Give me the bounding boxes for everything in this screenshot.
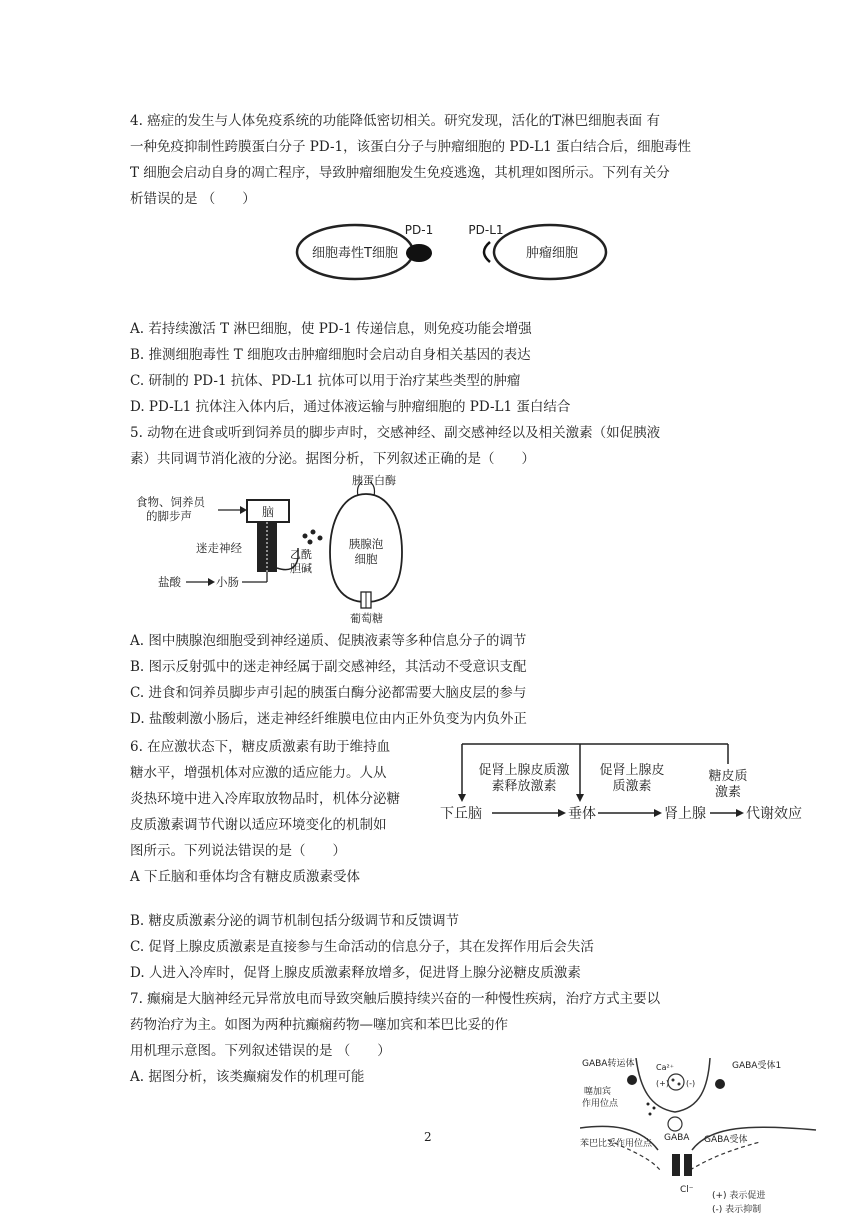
intestine-label: 小肠 [216, 575, 239, 589]
q6-option-a: A 下丘脑和垂体均含有糖皮质激素受体 [130, 869, 361, 885]
q4-option-c: C. 研制的 PD-1 抗体、PD-L1 抗体可以用于治疗某些类型的肿瘤 [130, 373, 521, 389]
q6-option-d: D. 人进入冷库时，促肾上腺皮质激素释放增多，促进肾上腺分泌糖皮质激素 [130, 965, 581, 981]
chloride-channel [684, 1154, 692, 1176]
enzyme-label: 胰蛋白酶 [352, 474, 396, 487]
cl-label: Cl⁻ [680, 1185, 694, 1195]
pd1-blob [406, 244, 432, 262]
q5-option-c: C. 进食和饲养员脚步声引起的胰蛋白酶分泌都需要大脑皮层的参与 [130, 685, 527, 701]
stimulus-label-1: 食物、饲养员 [136, 495, 205, 509]
brain-label: 脑 [261, 505, 275, 519]
hypothalamus-label: 下丘脑 [440, 806, 482, 822]
acid-label: 盐酸 [158, 575, 181, 589]
tiagabine-label-2: 作用位点 [582, 1099, 619, 1109]
page-number: 2 [424, 1130, 432, 1144]
q7-line-3: 用机理示意图。下列叙述错误的是 （ ） [130, 1043, 391, 1059]
q6-figure [436, 736, 814, 826]
pdl1-label: PD-L1 [468, 223, 504, 237]
plus-label: (+) [656, 1079, 669, 1088]
q6-option-c: C. 促肾上腺皮质激素是直接参与生命活动的信息分子，其在发挥作用后会失活 [130, 939, 594, 955]
acth-label-1: 促肾上腺皮 [599, 763, 665, 778]
pdl1-receptor [484, 242, 490, 262]
q7-figure [580, 1058, 820, 1216]
q4-option-b: B. 推测细胞毒性 T 细胞攻击肿瘤细胞时会启动自身相关基因的表达 [130, 347, 531, 363]
glucose-label: 葡萄糖 [350, 612, 383, 624]
ach-label-2: 胆碱 [290, 562, 312, 575]
q5-option-b: B. 图示反射弧中的迷走神经属于副交感神经，其活动不受意识支配 [130, 659, 527, 675]
q7-line-4: A. 据图分析，该类癫痫发作的机理可能 [130, 1069, 365, 1085]
crh-label-2: 素释放激素 [491, 779, 557, 794]
acinar-label-2: 细胞 [354, 552, 378, 566]
gaba-label: GABA [664, 1133, 690, 1143]
gc-label-2: 激素 [714, 785, 742, 800]
q4-line-3: T 细胞会启动自身的凋亡程序，导致肿瘤细胞发生免疫逃逸，其机理如图所示。下列有关分 [130, 165, 670, 181]
ach-label-1: 乙酰 [290, 548, 312, 561]
q6-line-3: 炎热环境中进入冷库取放物品时，机体分泌糖 [130, 791, 400, 807]
q6-line-4: 皮质激素调节代谢以适应环境变化的机制如 [130, 817, 387, 833]
q6-option-b: B. 糖皮质激素分泌的调节机制包括分级调节和反馈调节 [130, 913, 460, 929]
tiagabine-label-1: 噻加宾 [584, 1087, 612, 1097]
acinar-label-1: 胰腺泡 [348, 537, 384, 551]
q7-line-1: 7. 癫痫是大脑神经元异常放电而导致突触后膜持续兴奋的一种慢性疾病，治疗方式主要以 [130, 991, 661, 1007]
q4-option-a: A. 若持续激活 T 淋巴细胞，使 PD-1 传递信息，则免疫功能会增强 [130, 321, 532, 337]
q5-line-2: 素）共同调节消化液的分泌。据图分析，下列叙述正确的是（ ） [130, 451, 535, 467]
gaba-receptor-label: GABA受体 [704, 1135, 748, 1145]
q6-line-5: 图所示。下列说法错误的是（ ） [130, 843, 346, 859]
transporter-label: GABA转运体 [582, 1059, 635, 1069]
q5-figure [130, 472, 440, 624]
q4-figure [290, 220, 620, 290]
acth-label-2: 质激素 [612, 779, 652, 794]
legend-minus-label: (-) 表示抑制 [712, 1205, 762, 1215]
t-cell-label: 细胞毒性T细胞 [312, 246, 398, 261]
q6-line-1: 6. 在应激状态下，糖皮质激素有助于维持血 [130, 739, 391, 755]
q5-line-1: 5. 动物在进食或听到饲养员的脚步声时，交感神经、副交感神经以及相关激素（如促胰液 [130, 425, 661, 441]
q4-line-4: 析错误的是 （ ） [130, 191, 256, 207]
vagus-label: 迷走神经 [196, 541, 242, 555]
gc-label-1: 糖皮质 [708, 769, 748, 784]
adrenal-label: 肾上腺 [664, 806, 706, 822]
effect-label: 代谢效应 [746, 806, 802, 822]
q4-line-1: 4. 癌症的发生与人体免疫系统的功能降低密切相关。研究发现，活化的T淋巴细胞表面 有 [130, 113, 660, 129]
legend-plus-label: (+) 表示促进 [712, 1191, 766, 1201]
q4-option-d: D. PD-L1 抗体注入体内后，通过体液运输与肿瘤细胞的 PD-L1 蛋白结合 [130, 399, 571, 415]
stimulus-label-2: 的脚步声 [146, 509, 192, 523]
q5-option-a: A. 图中胰腺泡细胞受到神经递质、促胰液素等多种信息分子的调节 [130, 633, 527, 649]
crh-label-1: 促肾上腺皮质激 [478, 763, 570, 778]
q7-line-2: 药物治疗为主。如图为两种抗癫痫药物—噻加宾和苯巴比妥的作 [130, 1017, 508, 1033]
q6-line-2: 糖水平，增强机体对应激的适应能力。人从 [130, 765, 387, 781]
ca-label: Ca²⁺ [656, 1063, 674, 1072]
pituitary-label: 垂体 [568, 806, 596, 822]
phenobarb-label: 苯巴比妥作用位点 [580, 1139, 653, 1149]
pd1-label: PD-1 [404, 223, 434, 237]
q5-option-d: D. 盐酸刺激小肠后，迷走神经纤维膜电位由内正外负变为内负外正 [130, 711, 527, 727]
minus-label: (-) [686, 1079, 696, 1088]
tumor-cell-label: 肿瘤细胞 [525, 246, 579, 261]
q4-line-2: 一种免疫抑制性跨膜蛋白分子 PD-1，该蛋白分子与肿瘤细胞的 PD-L1 蛋白结合后，细胞毒性 [130, 139, 691, 155]
receptor1-label: GABA受体1 [732, 1061, 782, 1071]
